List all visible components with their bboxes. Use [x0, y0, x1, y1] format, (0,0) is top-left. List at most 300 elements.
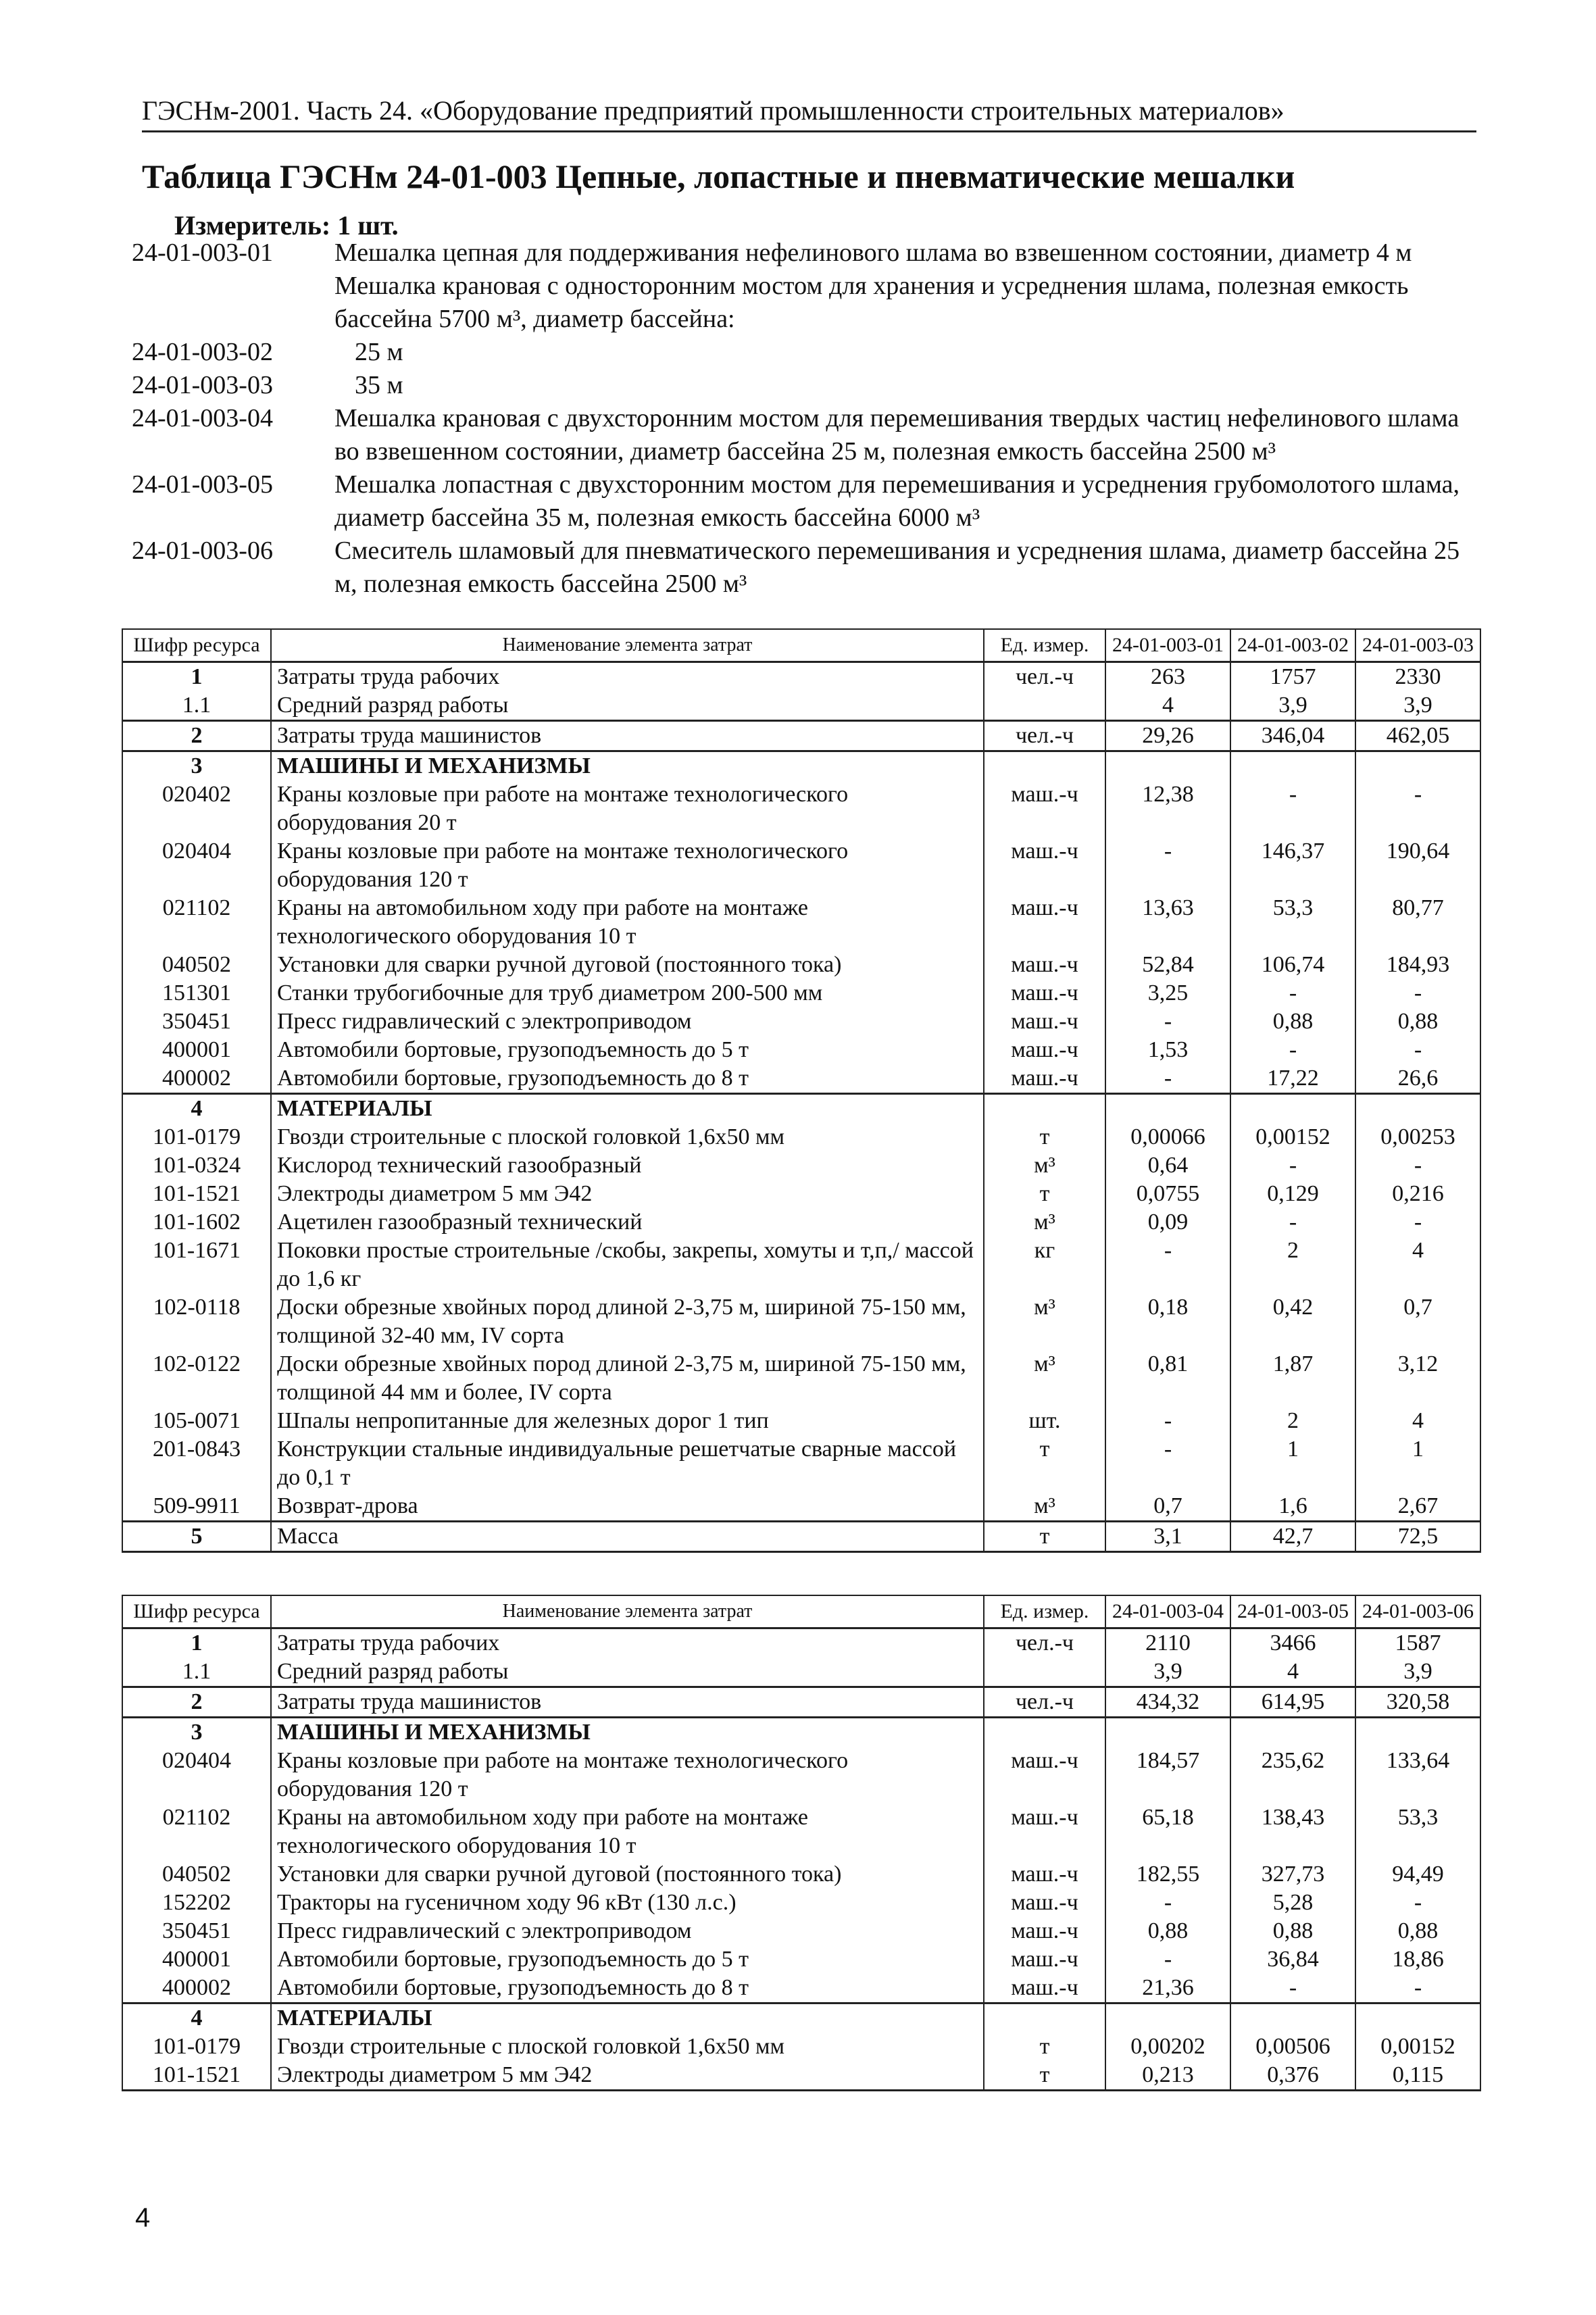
unit-cell — [984, 1718, 1105, 1747]
unit-cell: т — [984, 2061, 1105, 2091]
resource-code: 101-0179 — [122, 2033, 271, 2061]
value-cell: - — [1230, 1974, 1355, 2003]
value-cell: 0,88 — [1355, 1917, 1480, 1945]
value-cell: - — [1355, 1208, 1480, 1237]
value-cell: 263 — [1105, 662, 1230, 692]
table-title: Таблица ГЭСНм 24-01-003 Цепные, лопастные и пневматические мешалки — [142, 157, 1295, 195]
resource-name: Масса — [271, 1522, 984, 1552]
unit-cell: м³ — [984, 1208, 1105, 1237]
table-row — [122, 1407, 1480, 1435]
resource-name: МАТЕРИАЛЫ — [271, 2003, 984, 2033]
value-cell: 3,25 — [1105, 979, 1230, 1007]
resource-name: Доски обрезные хвойных пород длиной 2-3,75 м, шириной 75-150 мм, толщиной 32-40 мм, IV сорта — [271, 1293, 984, 1350]
unit-cell — [984, 1658, 1105, 1687]
header-unit: Ед. измер. — [984, 1595, 1105, 1628]
table-row — [122, 979, 1480, 1007]
value-cell: 4 — [1355, 1407, 1480, 1435]
resource-code: 350451 — [122, 1917, 271, 1945]
work-description: Мешалка цепная для поддерживания нефелинового шлама во взвешенном состоянии, диаметр 4 м — [334, 239, 1412, 267]
table-row — [122, 1945, 1480, 1974]
value-cell: 0,00506 — [1230, 2033, 1355, 2061]
resource-name: Электроды диаметром 5 мм Э42 — [271, 1180, 984, 1208]
value-cell — [1230, 751, 1355, 781]
section-row — [122, 751, 1480, 781]
value-cell: - — [1230, 780, 1355, 837]
unit-cell: м³ — [984, 1350, 1105, 1407]
value-cell: 0,00152 — [1355, 2033, 1480, 2061]
value-cell: 0,129 — [1230, 1180, 1355, 1208]
resource-code: 040502 — [122, 1860, 271, 1889]
value-cell — [1355, 1718, 1480, 1747]
value-cell — [1230, 1718, 1355, 1747]
value-cell: 3,9 — [1230, 691, 1355, 721]
value-cell: 21,36 — [1105, 1974, 1230, 2003]
value-cell: - — [1105, 1064, 1230, 1094]
unit-cell: маш.-ч — [984, 780, 1105, 837]
resource-name: Пресс гидравлический с электроприводом — [271, 1007, 984, 1036]
value-cell: 434,32 — [1105, 1687, 1230, 1718]
table-row — [122, 951, 1480, 979]
table-row — [122, 1974, 1480, 2003]
resource-table-2 — [122, 1595, 1481, 2091]
value-cell: - — [1230, 1036, 1355, 1064]
resource-name: Кислород технический газообразный — [271, 1151, 984, 1180]
table-row — [122, 1293, 1480, 1350]
value-cell: 182,55 — [1105, 1860, 1230, 1889]
section-row — [122, 2003, 1480, 2033]
unit-cell: маш.-ч — [984, 1889, 1105, 1917]
resource-code: 101-1521 — [122, 1180, 271, 1208]
value-cell — [1105, 2003, 1230, 2033]
resource-name: Средний разряд работы — [271, 691, 984, 721]
resource-name: Краны козловые при работе на монтаже технологического оборудования 120 т — [271, 837, 984, 894]
header-code: Шифр ресурса — [122, 629, 271, 662]
work-item — [132, 534, 1476, 601]
resource-code: 152202 — [122, 1889, 271, 1917]
work-code: 24-01-003-05 — [132, 470, 273, 499]
resource-name: Установки для сварки ручной дуговой (постоянного тока) — [271, 1860, 984, 1889]
resource-name: Установки для сварки ручной дуговой (постоянного тока) — [271, 951, 984, 979]
value-cell: 17,22 — [1230, 1064, 1355, 1094]
unit-cell: маш.-ч — [984, 951, 1105, 979]
value-cell: 3,9 — [1105, 1658, 1230, 1687]
table-row — [122, 1350, 1480, 1407]
unit-cell: чел.-ч — [984, 1687, 1105, 1718]
unit-cell: маш.-ч — [984, 1917, 1105, 1945]
unit-cell: т — [984, 1435, 1105, 1492]
table-row — [122, 780, 1480, 837]
resource-name: Затраты труда рабочих — [271, 1628, 984, 1658]
value-cell: 53,3 — [1355, 1803, 1480, 1860]
value-cell: 0,0755 — [1105, 1180, 1230, 1208]
value-cell: - — [1355, 1974, 1480, 2003]
page-number: 4 — [135, 2203, 151, 2233]
unit-cell: маш.-ч — [984, 1036, 1105, 1064]
unit-cell: маш.-ч — [984, 837, 1105, 894]
resource-code: 020404 — [122, 837, 271, 894]
value-cell: 4 — [1105, 691, 1230, 721]
value-cell: 184,57 — [1105, 1747, 1230, 1803]
table-row — [122, 1803, 1480, 1860]
value-cell: 1587 — [1355, 1628, 1480, 1658]
resource-name: Краны на автомобильном ходу при работе на монтаже технологического оборудования 10 т — [271, 894, 984, 951]
resource-code: 1.1 — [122, 691, 271, 721]
value-cell: - — [1355, 1151, 1480, 1180]
value-cell: 5,28 — [1230, 1889, 1355, 1917]
value-cell: 3,12 — [1355, 1350, 1480, 1407]
value-cell: 1 — [1355, 1435, 1480, 1492]
value-cell: 346,04 — [1230, 721, 1355, 751]
value-cell: 0,88 — [1230, 1007, 1355, 1036]
value-cell: 0,18 — [1105, 1293, 1230, 1350]
work-item — [132, 402, 1476, 468]
value-cell: 80,77 — [1355, 894, 1480, 951]
value-cell: 1,6 — [1230, 1492, 1355, 1522]
unit-cell — [984, 751, 1105, 781]
value-cell: - — [1105, 1007, 1230, 1036]
value-cell — [1105, 1094, 1230, 1124]
resource-code: 101-1602 — [122, 1208, 271, 1237]
resource-code: 400001 — [122, 1945, 271, 1974]
resource-code: 3 — [122, 751, 271, 781]
table-row — [122, 1687, 1480, 1718]
resource-code: 1 — [122, 1628, 271, 1658]
value-cell: 65,18 — [1105, 1803, 1230, 1860]
value-cell: 327,73 — [1230, 1860, 1355, 1889]
value-cell: - — [1355, 1889, 1480, 1917]
resource-code: 4 — [122, 2003, 271, 2033]
resource-code: 2 — [122, 1687, 271, 1718]
value-cell: 72,5 — [1355, 1522, 1480, 1552]
value-cell: - — [1230, 1151, 1355, 1180]
value-cell: 0,42 — [1230, 1293, 1355, 1350]
table-row — [122, 894, 1480, 951]
resource-name: Автомобили бортовые, грузоподъемность до 8 т — [271, 1064, 984, 1094]
work-code: 24-01-003-01 — [132, 239, 273, 267]
table-row — [122, 1435, 1480, 1492]
table-row — [122, 837, 1480, 894]
resource-code: 101-1521 — [122, 2061, 271, 2091]
resource-code: 201-0843 — [122, 1435, 271, 1492]
value-cell — [1230, 2003, 1355, 2033]
work-description: Мешалка крановая с односторонним мостом для хранения и усреднения шлама, полезная емкость бассейна 5700 м³, диаметр бассейна: — [334, 272, 1409, 333]
resource-name: Затраты труда рабочих — [271, 662, 984, 692]
resource-code: 1 — [122, 662, 271, 692]
resource-name: Краны козловые при работе на монтаже технологического оборудования 120 т — [271, 1747, 984, 1803]
table-row — [122, 1180, 1480, 1208]
table-row — [122, 1064, 1480, 1094]
table-row — [122, 1860, 1480, 1889]
resource-code: 020404 — [122, 1747, 271, 1803]
value-cell: 462,05 — [1355, 721, 1480, 751]
resource-name: Средний разряд работы — [271, 1658, 984, 1687]
resource-name: Конструкции стальные индивидуальные решетчатые сварные массой до 0,1 т — [271, 1435, 984, 1492]
value-cell: 2 — [1230, 1407, 1355, 1435]
resource-name: Краны на автомобильном ходу при работе на монтаже технологического оборудования 10 т — [271, 1803, 984, 1860]
value-cell: 0,09 — [1105, 1208, 1230, 1237]
value-cell: 3,1 — [1105, 1522, 1230, 1552]
table-row — [122, 2033, 1480, 2061]
work-description: 35 м — [355, 371, 403, 399]
resource-code: 021102 — [122, 1803, 271, 1860]
value-cell: 190,64 — [1355, 837, 1480, 894]
resource-name: МАШИНЫ И МЕХАНИЗМЫ — [271, 751, 984, 781]
value-cell: - — [1355, 1036, 1480, 1064]
resource-name: МАШИНЫ И МЕХАНИЗМЫ — [271, 1718, 984, 1747]
table-row — [122, 721, 1480, 751]
section-row — [122, 1718, 1480, 1747]
value-cell: 18,86 — [1355, 1945, 1480, 1974]
resource-code: 400001 — [122, 1036, 271, 1064]
value-cell: - — [1230, 979, 1355, 1007]
unit-cell: маш.-ч — [984, 1974, 1105, 2003]
value-cell: 0,7 — [1355, 1293, 1480, 1350]
value-cell: 1757 — [1230, 662, 1355, 692]
resource-code: 102-0118 — [122, 1293, 271, 1350]
unit-cell: т — [984, 1123, 1105, 1151]
value-cell: 4 — [1355, 1237, 1480, 1293]
value-cell: 94,49 — [1355, 1860, 1480, 1889]
resource-name: Ацетилен газообразный технический — [271, 1208, 984, 1237]
resource-code: 350451 — [122, 1007, 271, 1036]
value-cell: - — [1105, 837, 1230, 894]
resource-name: МАТЕРИАЛЫ — [271, 1094, 984, 1124]
value-cell: 0,213 — [1105, 2061, 1230, 2091]
resource-code: 2 — [122, 721, 271, 751]
table-row — [122, 1917, 1480, 1945]
work-item — [132, 237, 1476, 270]
work-code: 24-01-003-04 — [132, 404, 273, 432]
value-cell: - — [1105, 1407, 1230, 1435]
resource-name: Автомобили бортовые, грузоподъемность до 8 т — [271, 1974, 984, 2003]
value-cell — [1355, 1094, 1480, 1124]
unit-cell: чел.-ч — [984, 1628, 1105, 1658]
meter-label: Измеритель: 1 шт. — [174, 210, 399, 241]
header-col-2: 24-01-003-02 — [1230, 629, 1355, 662]
value-cell: 3466 — [1230, 1628, 1355, 1658]
value-cell: 0,00253 — [1355, 1123, 1480, 1151]
value-cell — [1355, 2003, 1480, 2033]
resource-code: 101-0324 — [122, 1151, 271, 1180]
value-cell: 106,74 — [1230, 951, 1355, 979]
unit-cell — [984, 2003, 1105, 2033]
value-cell — [1105, 1718, 1230, 1747]
resource-code: 509-9911 — [122, 1492, 271, 1522]
unit-cell: чел.-ч — [984, 721, 1105, 751]
value-cell: 146,37 — [1230, 837, 1355, 894]
unit-cell: маш.-ч — [984, 1007, 1105, 1036]
work-code: 24-01-003-02 — [132, 338, 273, 366]
value-cell: 2330 — [1355, 662, 1480, 692]
value-cell: 0,115 — [1355, 2061, 1480, 2091]
table-row — [122, 1747, 1480, 1803]
value-cell: 138,43 — [1230, 1803, 1355, 1860]
resource-code: 101-0179 — [122, 1123, 271, 1151]
unit-cell: маш.-ч — [984, 1860, 1105, 1889]
table-row — [122, 1658, 1480, 1687]
value-cell: 29,26 — [1105, 721, 1230, 751]
value-cell: 52,84 — [1105, 951, 1230, 979]
unit-cell: м³ — [984, 1492, 1105, 1522]
unit-cell: маш.-ч — [984, 1803, 1105, 1860]
table-row — [122, 662, 1480, 692]
resource-name: Электроды диаметром 5 мм Э42 — [271, 2061, 984, 2091]
resource-code: 101-1671 — [122, 1237, 271, 1293]
unit-cell: маш.-ч — [984, 894, 1105, 951]
resource-name: Гвозди строительные с плоской головкой 1,6х50 мм — [271, 1123, 984, 1151]
value-cell: 0,64 — [1105, 1151, 1230, 1180]
work-descriptions — [132, 237, 1476, 601]
resource-name: Пресс гидравлический с электроприводом — [271, 1917, 984, 1945]
resource-code: 4 — [122, 1094, 271, 1124]
value-cell: 1,87 — [1230, 1350, 1355, 1407]
value-cell: - — [1105, 1435, 1230, 1492]
unit-cell: м³ — [984, 1151, 1105, 1180]
value-cell: - — [1105, 1945, 1230, 1974]
work-item — [132, 369, 1476, 402]
value-cell: 1,53 — [1105, 1036, 1230, 1064]
work-item — [132, 468, 1476, 534]
table-row — [122, 1889, 1480, 1917]
value-cell: 3,9 — [1355, 691, 1480, 721]
value-cell: 36,84 — [1230, 1945, 1355, 1974]
table-row — [122, 691, 1480, 721]
work-code — [132, 270, 334, 336]
resource-name: Затраты труда машинистов — [271, 1687, 984, 1718]
resource-table-1 — [122, 628, 1481, 1553]
header-col-3: 24-01-003-03 — [1355, 629, 1480, 662]
value-cell: 4 — [1230, 1658, 1355, 1687]
value-cell — [1230, 1094, 1355, 1124]
resource-code: 5 — [122, 1522, 271, 1552]
value-cell: 0,88 — [1355, 1007, 1480, 1036]
value-cell: 0,216 — [1355, 1180, 1480, 1208]
unit-cell: маш.-ч — [984, 1945, 1105, 1974]
unit-cell: т — [984, 1522, 1105, 1552]
unit-cell: шт. — [984, 1407, 1105, 1435]
resource-code: 400002 — [122, 1064, 271, 1094]
resource-code: 1.1 — [122, 1658, 271, 1687]
value-cell: 1 — [1230, 1435, 1355, 1492]
value-cell — [1105, 751, 1230, 781]
header-col-2: 24-01-003-05 — [1230, 1595, 1355, 1628]
value-cell: 614,95 — [1230, 1687, 1355, 1718]
unit-cell: т — [984, 1180, 1105, 1208]
header-name: Наименование элемента затрат — [271, 1595, 984, 1628]
resource-name: Шпалы непропитанные для железных дорог 1 тип — [271, 1407, 984, 1435]
table-row — [122, 1036, 1480, 1064]
resource-code: 400002 — [122, 1974, 271, 2003]
resource-code: 151301 — [122, 979, 271, 1007]
work-code: 24-01-003-06 — [132, 537, 273, 565]
value-cell: 26,6 — [1355, 1064, 1480, 1094]
resource-name: Станки трубогибочные для труб диаметром 200-500 мм — [271, 979, 984, 1007]
value-cell: - — [1355, 979, 1480, 1007]
unit-cell: маш.-ч — [984, 979, 1105, 1007]
resource-name: Автомобили бортовые, грузоподъемность до 5 т — [271, 1945, 984, 1974]
unit-cell — [984, 1094, 1105, 1124]
table-row — [122, 1237, 1480, 1293]
resource-code: 105-0071 — [122, 1407, 271, 1435]
value-cell: 2 — [1230, 1237, 1355, 1293]
table-row — [122, 1007, 1480, 1036]
resource-name: Тракторы на гусеничном ходу 96 кВт (130 л.с.) — [271, 1889, 984, 1917]
page-header: ГЭСНм-2001. Часть 24. «Оборудование предприятий промышленности строительных материалов» — [142, 95, 1476, 132]
header-col-1: 24-01-003-01 — [1105, 629, 1230, 662]
value-cell: 42,7 — [1230, 1522, 1355, 1552]
value-cell — [1355, 751, 1480, 781]
unit-cell: кг — [984, 1237, 1105, 1293]
value-cell: 0,376 — [1230, 2061, 1355, 2091]
value-cell: 235,62 — [1230, 1747, 1355, 1803]
unit-cell: маш.-ч — [984, 1064, 1105, 1094]
work-item — [132, 336, 1476, 369]
value-cell: - — [1105, 1237, 1230, 1293]
table-row — [122, 1628, 1480, 1658]
work-description: Мешалка крановая с двухсторонним мостом для перемешивания твердых частиц нефелинового шлама во взвешенном состоянии, диаметр бассейна 25 м, полезная емкость бассейна 2500 м³ — [334, 404, 1460, 466]
unit-cell: маш.-ч — [984, 1747, 1105, 1803]
table-row — [122, 1208, 1480, 1237]
table-row — [122, 1522, 1480, 1552]
resource-code: 3 — [122, 1718, 271, 1747]
value-cell: 0,00152 — [1230, 1123, 1355, 1151]
resource-name: Краны козловые при работе на монтаже технологического оборудования 20 т — [271, 780, 984, 837]
header-unit: Ед. измер. — [984, 629, 1105, 662]
resource-code: 102-0122 — [122, 1350, 271, 1407]
value-cell: 3,9 — [1355, 1658, 1480, 1687]
work-code: 24-01-003-03 — [132, 371, 273, 399]
value-cell: 0,00202 — [1105, 2033, 1230, 2061]
resource-name: Автомобили бортовые, грузоподъемность до 5 т — [271, 1036, 984, 1064]
table-row — [122, 1123, 1480, 1151]
resource-code: 040502 — [122, 951, 271, 979]
resource-code: 020402 — [122, 780, 271, 837]
value-cell: 53,3 — [1230, 894, 1355, 951]
value-cell: 12,38 — [1105, 780, 1230, 837]
value-cell: 0,88 — [1230, 1917, 1355, 1945]
value-cell: 133,64 — [1355, 1747, 1480, 1803]
value-cell: 13,63 — [1105, 894, 1230, 951]
resource-name: Гвозди строительные с плоской головкой 1,6х50 мм — [271, 2033, 984, 2061]
value-cell: 2,67 — [1355, 1492, 1480, 1522]
value-cell: 0,81 — [1105, 1350, 1230, 1407]
header-code: Шифр ресурса — [122, 1595, 271, 1628]
resource-name: Доски обрезные хвойных пород длиной 2-3,75 м, шириной 75-150 мм, толщиной 44 мм и более, IV сорта — [271, 1350, 984, 1407]
resource-name: Возврат-дрова — [271, 1492, 984, 1522]
table-row — [122, 1151, 1480, 1180]
work-description: Смеситель шламовый для пневматического перемешивания и усреднения шлама, диаметр бассейна 25 м, полезная емкость бассейна 2500 м³ — [334, 537, 1460, 598]
section-row — [122, 1094, 1480, 1124]
unit-cell: т — [984, 2033, 1105, 2061]
resource-name: Поковки простые строительные /скобы, закрепы, хомуты и т,п,/ массой до 1,6 кг — [271, 1237, 984, 1293]
resource-code: 021102 — [122, 894, 271, 951]
value-cell: - — [1355, 780, 1480, 837]
unit-cell: м³ — [984, 1293, 1105, 1350]
header-name: Наименование элемента затрат — [271, 629, 984, 662]
unit-cell — [984, 691, 1105, 721]
table-row — [122, 1492, 1480, 1522]
value-cell: 320,58 — [1355, 1687, 1480, 1718]
value-cell: 2110 — [1105, 1628, 1230, 1658]
work-item — [132, 270, 1476, 336]
value-cell: - — [1105, 1889, 1230, 1917]
table-row — [122, 2061, 1480, 2091]
work-description: 25 м — [355, 338, 403, 366]
work-description: Мешалка лопастная с двухсторонним мостом для перемешивания и усреднения грубомолотого шлама, диаметр бассейна 35 м, полезная емкость бассейна 6000 м³ — [334, 470, 1460, 532]
value-cell: 184,93 — [1355, 951, 1480, 979]
header-col-3: 24-01-003-06 — [1355, 1595, 1480, 1628]
value-cell: 0,88 — [1105, 1917, 1230, 1945]
